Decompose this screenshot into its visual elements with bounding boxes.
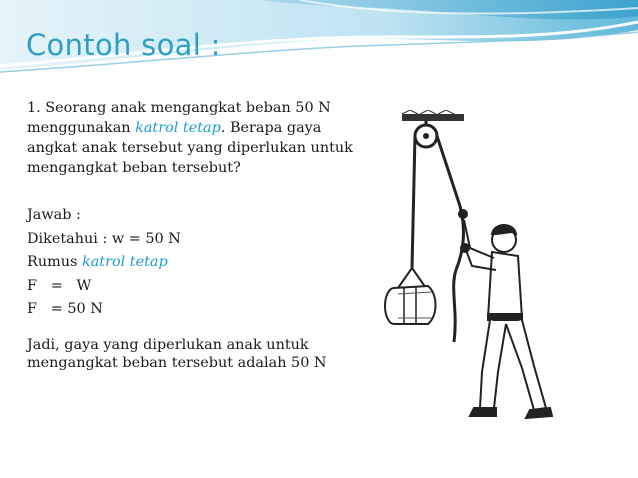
equation-1: F = W — [27, 277, 92, 294]
question-paragraph — [27, 98, 372, 178]
slide-body — [27, 98, 372, 372]
man-pulling-figure — [459, 210, 552, 418]
formula-highlight: katrol tetap — [81, 254, 168, 270]
question-highlight: katrol tetap — [135, 120, 221, 136]
slide-title: Contoh soal : — [26, 28, 221, 62]
conclusion-text: Jadi, gaya yang diperlukan anak untuk mengangkat beban tersebut adalah 50 N — [27, 336, 327, 371]
pulley-wheel — [415, 121, 437, 147]
question-text-end: . Berapa gaya angkat anak tersebut yang diperlukan untuk mengangkat beban tersebut? — [27, 120, 353, 176]
barrel-icon — [385, 286, 436, 324]
barrel-hook — [398, 268, 426, 288]
rope-pull-side — [437, 136, 463, 342]
formula-label: Rumus — [27, 254, 82, 270]
ceiling-beam — [402, 110, 464, 121]
answer-known: Diketahui : w = 50 N — [27, 230, 181, 247]
answer-formula — [27, 251, 372, 275]
rope-load-side — [412, 136, 415, 268]
equation-2: F = 50 N — [27, 301, 103, 317]
answer-heading: Jawab : — [27, 207, 81, 223]
pulley-illustration — [384, 110, 554, 432]
question-text-start: 1. Seorang anak mengangkat beban 50 N menggunakan — [27, 100, 331, 136]
